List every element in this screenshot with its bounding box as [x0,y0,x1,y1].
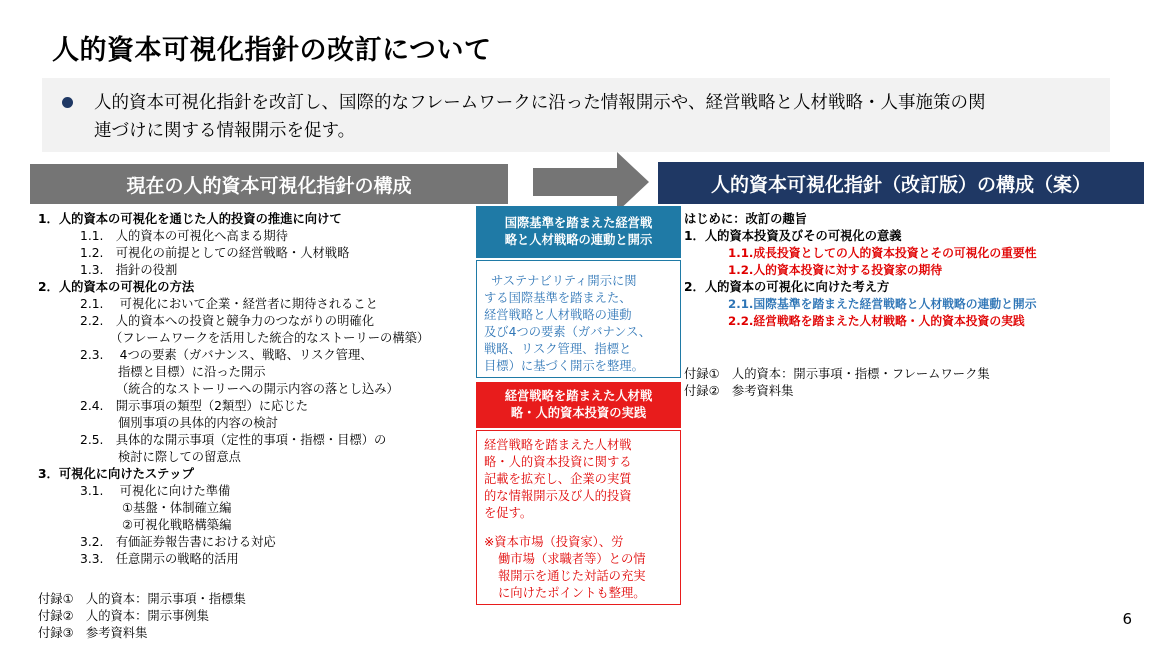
box-text-line: 目標）に基づく開示を整理。 [484,359,644,373]
toc-item-3-1-b: ②可視化戦略構築編 [122,518,232,532]
toc-section-2: 2．人的資本の可視化の方法 [38,280,195,294]
box-text-line: 経営戦略を踏まえた人材戦 [484,438,632,452]
toc-item-2-4-cont: 個別事項の具体的内容の検討 [118,416,278,430]
box-text-line: する国際基準を踏まえた、 [484,291,632,305]
summary-line-1: 人的資本可視化指針を改訂し、国際的なフレームワークに沿った情報開示や、経営戦略と人材戦略・人事施策の関 [94,93,986,113]
note-line: 働市場（求職者等）との情 [498,552,646,566]
note-line: ※資本市場（投資家）、労 [484,535,624,549]
toc-item-2-4: 2.4. 開示事項の類型（2類型）に応じた [80,399,309,413]
toc-section-2: 2．人的資本の可視化に向けた考え方 [684,280,890,294]
appendix-item: 付録③ 参考資料集 [38,626,148,640]
revised-toc [684,211,1037,330]
toc-item-2-5-cont: 検討に際しての留意点 [118,450,241,464]
header-line: 経営戦略を踏まえた人材戦 [504,389,653,403]
appendix-item: 付録② 参考資料集 [684,384,794,398]
toc-item-2-5: 2.5. 具体的な開示事項（定性的事項・指標・目標）の [80,433,387,447]
summary-line-2: 連づけに関する情報開示を促す。 [94,121,356,141]
international-standard-box [476,260,681,378]
toc-item-2-3-cont: 指標と目標）に沿った開示 [118,365,266,379]
toc-item-1-2: 1.2. 可視化の前提としての経営戦略・人材戦略 [80,246,350,260]
note-line: に向けたポイントも整理。 [498,586,646,600]
toc-item-2-1: 2.1. 可視化において企業・経営者に期待されること [80,297,378,311]
page-title: 人的資本可視化指針の改訂について [52,35,492,66]
box-text-line: 戦略、リスク管理、指標と [484,342,632,356]
toc-item-2-3: 2.3. 4つの要素（ガバナンス、戦略、リスク管理、 [80,348,373,362]
box-text-line: を促す。 [484,506,533,520]
box-text-line: 経営戦略と人材戦略の連動 [484,308,632,322]
toc-item-3-1: 3.1. 可視化に向けた準備 [80,484,231,498]
toc-section-1: 1．人的資本の可視化を通じた人的投資の推進に向けて [38,212,342,226]
note-line: 報開示を通じた対話の充実 [498,569,646,583]
toc-item-1-1: 1.1. 人的資本の可視化へ高まる期待 [80,229,288,243]
international-standard-header [476,206,681,258]
appendix-item: 付録① 人的資本：開示事項・指標集 [38,592,246,606]
revised-appendix [684,366,990,400]
toc-item-1-3: 1.3. 指針の役割 [80,263,178,277]
box-text-line: 略・人的資本投資に関する [484,455,632,469]
right-arrow-icon [533,152,653,212]
toc-intro: はじめに：改訂の趣旨 [684,212,807,226]
toc-section-1: 1．人的資本投資及びその可視化の意義 [684,229,902,243]
toc-section-3: 3．可視化に向けたステップ [38,467,194,481]
current-structure-header: 現在の人的資本可視化指針の構成 [30,164,508,204]
current-toc [38,211,429,568]
revised-structure-header: 人的資本可視化指針（改訂版）の構成（案） [658,162,1144,204]
toc-item-3-2: 3.2. 有価証券報告書における対応 [80,535,276,549]
summary-text [94,89,1094,145]
box-text-line: 記載を拡充し、企業の実質 [484,472,632,486]
toc-item-3-3: 3.3. 任意開示の戦略的活用 [80,552,239,566]
box-text-line: 的な情報開示及び人的投資 [484,489,632,503]
strategy-practice-box [476,430,681,605]
appendix-item: 付録② 人的資本：開示事例集 [38,609,209,623]
box-text-line: サステナビリティ開示に関 [491,274,637,288]
strategy-practice-header [476,382,681,428]
bullet-icon [62,97,73,108]
page-number: 6 [1122,610,1132,628]
toc-item-2-2: 2.2.経営戦略を踏まえた人材戦略・人的資本投資の実践 [728,314,1025,328]
toc-item-2-3-note: （統合的なストーリーへの開示内容の落とし込み） [116,382,399,396]
toc-item-2-1: 2.1.国際基準を踏まえた経営戦略と人材戦略の連動と開示 [728,297,1037,311]
current-appendix [38,591,246,642]
header-line: 略と人材戦略の連動と開示 [504,233,653,247]
box-text-line: 及び4つの要素（ガバナンス、 [484,325,652,339]
toc-item-1-1: 1.1.成長投資としての人的資本投資とその可視化の重要性 [728,246,1037,260]
toc-item-2-2-note: （フレームワークを活用した統合的なストーリーの構築） [110,331,430,345]
toc-item-2-2: 2.2. 人的資本への投資と競争力のつながりの明確化 [80,314,374,328]
appendix-item: 付録① 人的資本：開示事項・指標・フレームワーク集 [684,367,990,381]
toc-item-1-2: 1.2.人的資本投資に対する投資家の期待 [728,263,943,277]
toc-item-3-1-a: ①基盤・体制確立編 [122,501,232,515]
header-line: 略・人的資本投資の実践 [510,406,647,420]
header-line: 国際基準を踏まえた経営戦 [504,216,653,230]
